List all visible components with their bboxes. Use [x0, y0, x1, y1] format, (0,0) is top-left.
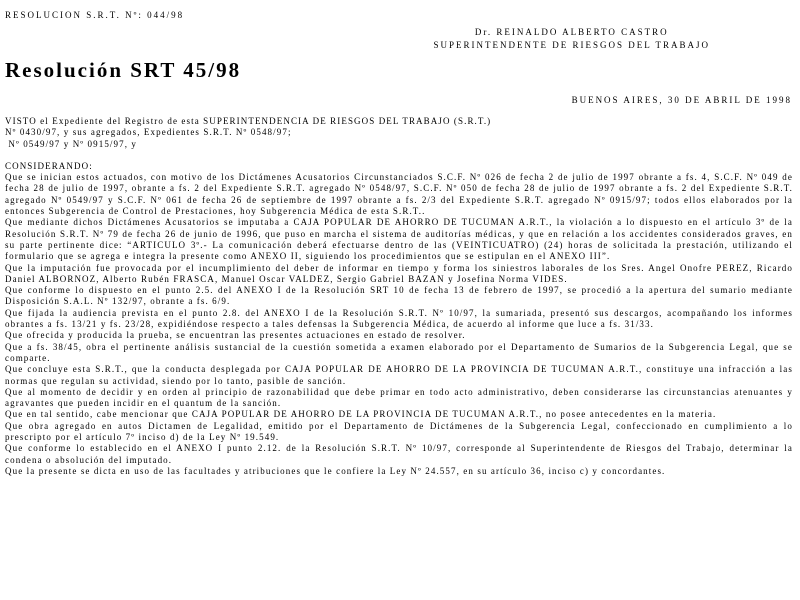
considerando-section: [5, 172, 793, 477]
considerando-paragraph: Que conforme lo establecido en el ANEXO I punto 2.12. de la Resolución S.R.T. Nº 10/97, corresponde al Superintendente de Riesgos del Trabajo, determinar la condena o absolución del imputado.: [5, 443, 793, 465]
visto-line: Nº 0430/97, y sus agregados, Expedientes S.R.T. Nº 0548/97;: [5, 127, 292, 138]
date-line: BUENOS AIRES, 30 DE ABRIL DE 1998: [571, 95, 792, 105]
visto-section: [5, 116, 793, 150]
considerando-paragraph: Que fijada la audiencia prevista en el punto 2.8. del ANEXO I de la Resolución S.R.T. Nº 10/97, la sumariada, presentó sus descargos, acompañando los informes obrantes a fs. 13/21 y fs. 23/28, expidiéndose respecto a tales defensas la Subgerencia Médica, de acuerdo al informe que luce a fs. 31/33.: [5, 307, 793, 330]
considerando-paragraph: Que conforme lo dispuesto en el punto 2.5. del ANEXO I de la Resolución SRT 10 de fecha 13 de febrero de 1997, se procedió a la apertura del sumario mediante Disposición S.A.L. Nº 132/97, obrante a fs. 6/9.: [5, 285, 793, 307]
resolution-reference: RESOLUCION S.R.T. Nº: 044/98: [5, 10, 185, 20]
signer-title: SUPERINTENDENTE DE RIESGOS DEL TRABAJO: [433, 40, 710, 50]
considerando-paragraph: Que la presente se dicta en uso de las facultades y atribuciones que le confiere la Ley Nº 24.557, en su artículo 36, inciso c) y concordantes.: [5, 465, 666, 476]
considerando-paragraph: Que mediante dichos Dictámenes Acusatorios se imputaba a CAJA POPULAR DE AHORRO DE TUCUMAN A.R.T., la violación a lo dispuesto en el artículo 3º de la Resolución S.R.T. Nº 79 de fecha 26 de junio de 1996, que puso en marcha el sistema de auditorías médicas, y que en relación a los accidentes considerados graves, en su parte pertinente dice: “ARTICULO 3º.- La comunicación deberá efectuarse dentro de las (VEINTICUATRO) (24) horas de solicitada la prestación, utilizando el formulario que se agrega e integra la presente como ANEXO II, siguiendo los procedimientos que se estipulan en el ANEXO III”.: [5, 217, 793, 262]
considerando-paragraph: Que ofrecida y producida la prueba, se encuentran las presentes actuaciones en estado de resolver.: [5, 330, 466, 341]
considerando-paragraph: Que concluye esta S.R.T., que la conducta desplegada por CAJA POPULAR DE AHORRO DE LA PROVINCIA DE TUCUMAN A.R.T., constituye una infracción a las normas que regulan su actividad, siendo por lo tanto, pasible de sanción.: [5, 364, 793, 386]
signer-name: Dr. REINALDO ALBERTO CASTRO: [474, 27, 669, 37]
document-title: Resolución SRT 45/98: [5, 58, 242, 82]
considerando-paragraph: Que se inician estos actuados, con motivo de los Dictámenes Acusatorios Circunstanciados S.C.F. Nº 026 de fecha 2 de julio de 1997 obrante a fs. 4, S.C.F. Nº 049 de fecha 28 de julio de 1997, obrante a fs. 2 del Expediente S.R.T. agregado Nº 0548/97, S.C.F. Nº 050 de fecha 28 de julio de 1997 obrante a fs. 2 del Expediente S.R.T. agregado Nº 0549/97 y S.C.F. Nº 061 de fecha 26 de septiembre de 1997 obrante a fs. 2/3 del Expediente S.R.T. agregado Nº 0915/97; todos ellos elaborados por la entonces Subgerencia de Control de Prestaciones, hoy Subgerencia Médica de esta S.R.T..: [5, 172, 793, 217]
considerando-paragraph: Que a fs. 38/45, obra el pertinente análisis sustancial de la cuestión sometida a examen elaborado por el Departamento de Sumarios de la Subgerencia Legal, que se comparte.: [5, 341, 793, 363]
document-body: [5, 116, 793, 477]
visto-line: VISTO el Expediente del Registro de esta SUPERINTENDENCIA DE RIESGOS DEL TRABAJO (S.R.T.): [5, 116, 492, 126]
considerando-heading: CONSIDERANDO:: [5, 160, 93, 171]
visto-line: Nº 0549/97 y Nº 0915/97, y: [5, 138, 138, 149]
considerando-paragraph: Que obra agregado en autos Dictamen de Legalidad, emitido por el Departamento de Dictámenes de la Subgerencia Legal, confeccionado en cumplimiento a lo prescripto por el artículo 7º inciso d) de la Ley Nº 19.549.: [5, 420, 793, 443]
considerando-paragraph: Que al momento de decidir y en orden al principio de razonabilidad que debe primar en todo acto administrativo, deben considerarse las circunstancias atenuantes y agravantes que pueden incidir en el quantum de la sanción.: [5, 386, 793, 409]
signer-block: [433, 26, 710, 52]
considerando-paragraph: Que en tal sentido, cabe mencionar que CAJA POPULAR DE AHORRO DE LA PROVINCIA DE TUCUMAN A.R.T., no posee antecedentes en la materia.: [5, 409, 717, 420]
considerando-paragraph: Que la imputación fue provocada por el incumplimiento del deber de informar en tiempo y forma los siniestros laborales de los Sres. Angel Onofre PEREZ, Ricardo Daniel ALBORNOZ, Alberto Rubén FRASCA, Manuel Oscar VALDEZ, Sergio Gabriel BAZAN y Josefina Norma VIDES.: [5, 262, 793, 284]
